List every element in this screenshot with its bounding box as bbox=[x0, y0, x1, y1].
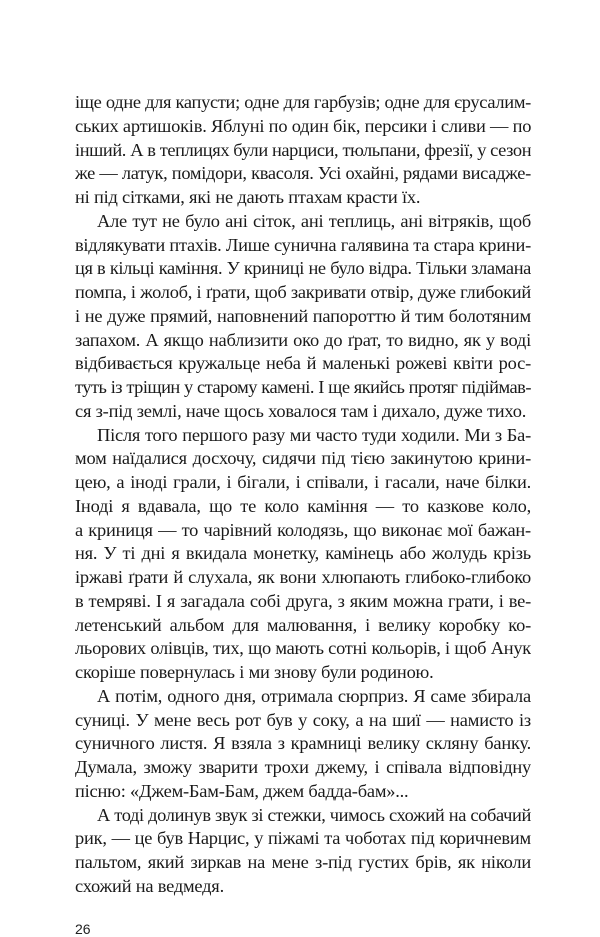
text-line: рик, — це був Нарцис, у піжамі та чоботах під коричневим bbox=[75, 828, 531, 849]
text-line: ця в кільці каміння. У криниці не було відра. Тільки зламана bbox=[75, 258, 531, 279]
text-line: цею, а іноді грали, і бігали, і співали, і гасали, наче білки. bbox=[75, 472, 531, 492]
page-number: 26 bbox=[75, 920, 91, 937]
text-line: в темряві. І я загадала собі друга, з яким можна грати, і ве- bbox=[75, 590, 531, 611]
text-line: суниці. У мене весь рот був у соку, а на шиї — намисто із bbox=[75, 709, 531, 730]
text-line: відлякувати птахів. Лише сунична галявина та стара крини- bbox=[75, 234, 531, 255]
text-line: летенський альбом для малювання, і велику коробку ко- bbox=[75, 614, 531, 635]
text-line: туть із тріщин у старому камені. І ще якийсь протяг підіймав- bbox=[75, 377, 531, 397]
text-line: ні під сітками, які не дають птахам красти їх. bbox=[75, 187, 421, 207]
body-text bbox=[75, 91, 531, 899]
text-line: ся з-під землі, наче щось ховалося там і дихало, дуже тихо. bbox=[75, 400, 527, 421]
paragraph bbox=[75, 685, 531, 804]
text-line: пальтом, який зиркав на мене з-під густих брів, як ніколи bbox=[75, 852, 531, 872]
text-line: А потім, одного дня, отримала сюрприз. Я саме збирала bbox=[97, 685, 531, 706]
page-content bbox=[75, 91, 531, 937]
text-line: запахом. А якщо наблизити око до ґрат, то видно, як у воді bbox=[75, 329, 531, 350]
text-line: схожий на ведмедя. bbox=[75, 875, 224, 896]
text-line: ня. У ті дні я вкидала монетку, камінець або жолудь крізь bbox=[75, 543, 531, 564]
text-line: іржаві ґрати й слухала, як вони хлюпають глибоко-глибоко bbox=[75, 567, 531, 587]
text-line: інший. А в теплицях були нарциси, тюльпани, фрезії, у сезон bbox=[75, 139, 531, 160]
paragraph bbox=[75, 210, 531, 424]
text-line: льорових олівців, тих, що мають сотні кольорів, і щоб Анук bbox=[75, 638, 531, 659]
text-line: а криниця — то чарівний колодязь, що виконає мої бажан- bbox=[75, 519, 531, 540]
paragraph bbox=[75, 804, 531, 899]
text-line: А тоді долинув звук зі стежки, чимось схожий на собачий bbox=[97, 804, 531, 825]
text-line: і не дуже прямий, наповнений папороттю й тим болотяним bbox=[75, 305, 531, 326]
text-line: мом наїдалися досхочу, сидячи під тією закинутою крини- bbox=[75, 448, 531, 469]
text-line: суничного листя. Я взяла з крамниці велику скляну банку. bbox=[75, 733, 531, 754]
text-line: пісню: «Джем-Бам-Бам, джем бадда-бам»... bbox=[75, 780, 409, 801]
text-line: іще одне для капусти; одне для гарбузів; одне для єрусалим- bbox=[75, 92, 531, 112]
text-line: відбивається кружальце неба й маленькі рожеві квіти рос- bbox=[75, 353, 531, 374]
paragraph bbox=[75, 91, 531, 210]
text-line: Іноді я вдавала, що те коло каміння — то казкове коло, bbox=[75, 495, 531, 516]
text-line: ських артишоків. Яблуні по один бік, персики і сливи — по bbox=[75, 115, 531, 136]
text-line: Після того першого разу ми часто туди ходили. Ми з Ба- bbox=[97, 424, 531, 445]
paragraph bbox=[75, 424, 531, 685]
text-line: помпа, і жолоб, і ґрати, щоб закривати отвір, дуже глибокий bbox=[75, 282, 531, 302]
text-line: Думала, зможу зварити трохи джему, і співала відповідну bbox=[75, 757, 531, 777]
text-line: же — латук, помідори, квасоля. Усі охайні, рядами висадже- bbox=[75, 163, 531, 184]
text-line: Але тут не було ані сіток, ані теплиць, ані вітряків, щоб bbox=[97, 210, 531, 231]
text-line: скоріше повернулась і ми знову були родиною. bbox=[75, 662, 434, 682]
